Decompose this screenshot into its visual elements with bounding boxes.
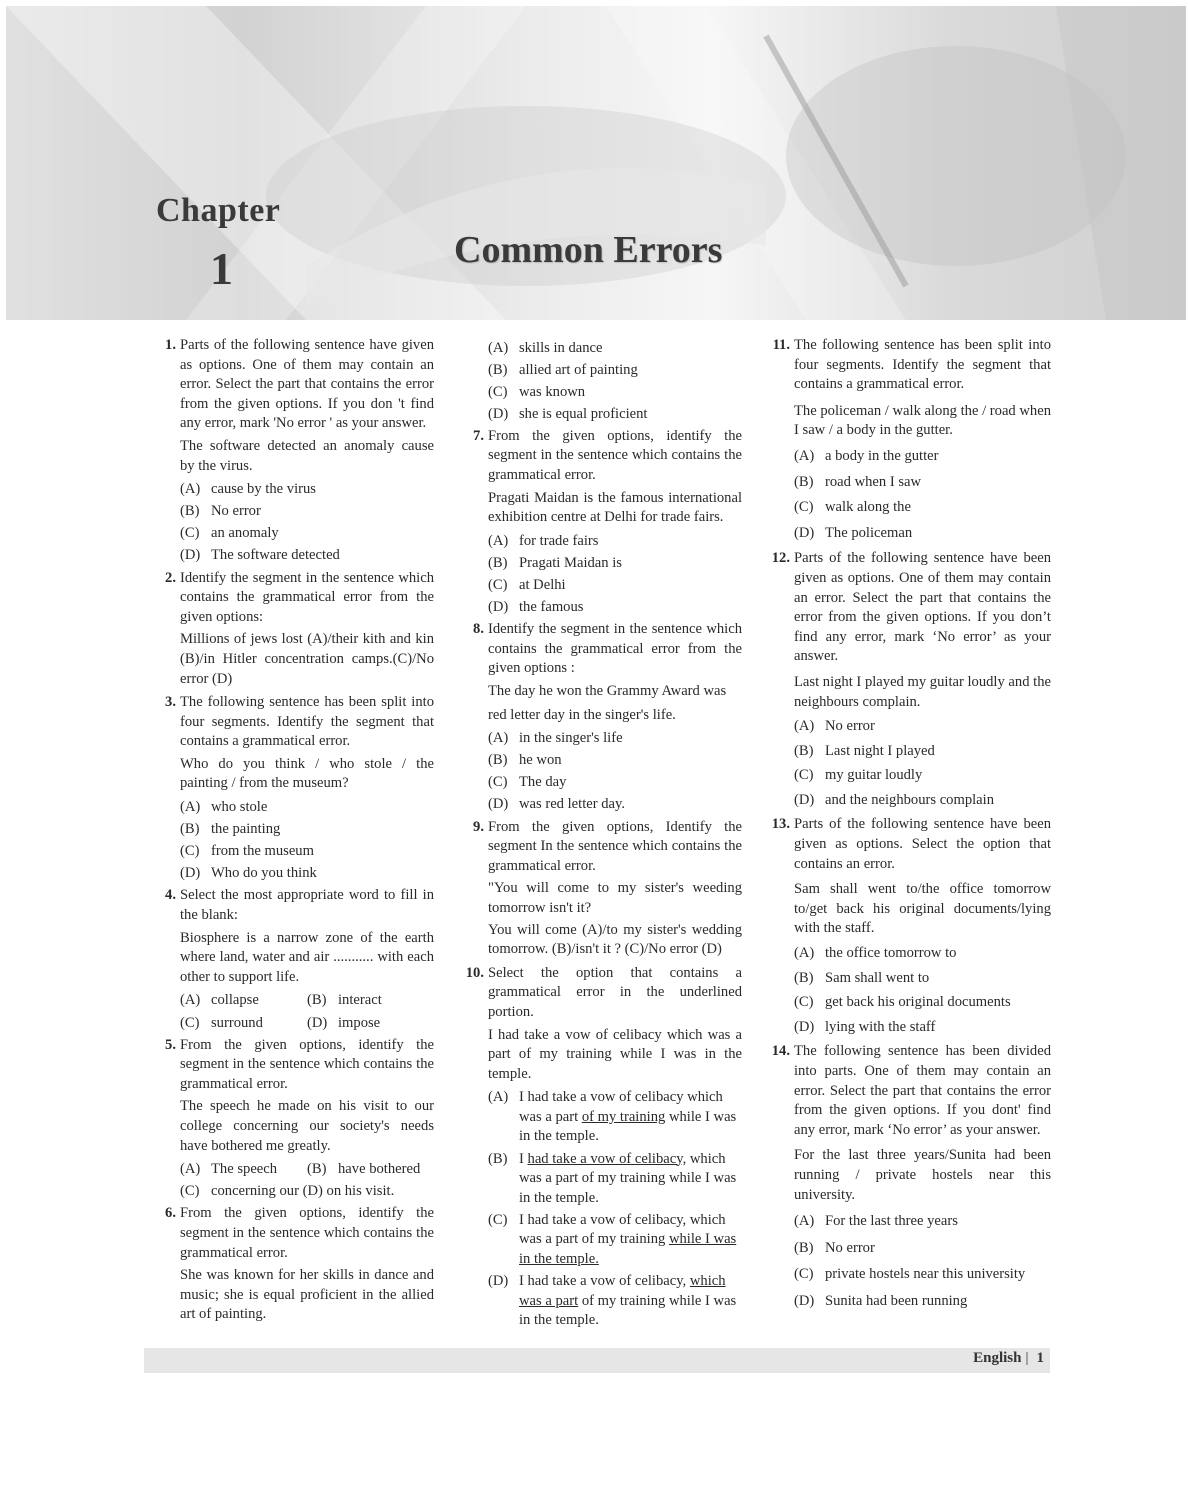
- option: [488, 554, 742, 574]
- option: [488, 1150, 742, 1209]
- option-text: my guitar loudly: [825, 767, 923, 784]
- option-label: (A): [794, 447, 815, 464]
- option-text: he won: [519, 752, 562, 769]
- question-sentence: The policeman / walk along the / road when I saw / a body in the gutter.: [794, 402, 1051, 439]
- option: [794, 1212, 1051, 1232]
- column-1: [156, 336, 434, 1329]
- option: [180, 864, 434, 884]
- option-row: [180, 1160, 434, 1180]
- option-text: No error: [825, 718, 875, 735]
- question-sentence: [488, 879, 742, 959]
- banner-background-illustration: [6, 6, 1186, 320]
- option: [307, 991, 434, 1011]
- option: [794, 1265, 1051, 1285]
- option-label: (B): [488, 554, 508, 571]
- option: [794, 766, 1051, 786]
- option-text: lying with the staff: [825, 1018, 936, 1035]
- option: [488, 361, 742, 381]
- question-instruction: Select the most appropriate word to fill in the blank:: [180, 887, 434, 924]
- question-8: [464, 620, 742, 815]
- question-instruction: The following sentence has been split into four segments. Identify the segment that contains a grammatical error.: [794, 337, 1051, 393]
- question-sentence: I had take a vow of celibacy which was a part of my training while I was in the temple.: [488, 1026, 742, 1082]
- footer-separator: |: [1025, 1350, 1029, 1366]
- option-label: (B): [488, 752, 508, 769]
- question-sentence: [488, 682, 742, 725]
- question-instruction: Identify the segment in the sentence which contains the grammatical error from the given options :: [488, 621, 742, 677]
- option: [794, 969, 1051, 989]
- option-label: (C): [180, 1014, 200, 1031]
- option-text: walk along the: [825, 499, 911, 516]
- option-text: road when I saw: [825, 473, 922, 490]
- option-text: The policeman: [825, 524, 913, 541]
- option-label: (A): [488, 339, 509, 356]
- option-underlined-text: which was a part: [519, 1273, 726, 1309]
- option: [488, 795, 742, 815]
- option-text: at Delhi: [519, 577, 566, 594]
- option: [794, 447, 1051, 467]
- question-number: 13.: [771, 816, 790, 833]
- question-number: 3.: [165, 694, 176, 711]
- question-number: 8.: [473, 621, 484, 638]
- option-text: in the singer's life: [519, 730, 623, 747]
- option-label: (B): [794, 473, 814, 490]
- option-label: (D): [488, 796, 509, 813]
- option-text-pre: I: [519, 1150, 528, 1167]
- question-number: 10.: [465, 964, 484, 981]
- question-sentence: Pragati Maidan is the famous international exhibition centre at Delhi for trade fairs.: [488, 489, 742, 526]
- option-text: Last night I played: [825, 742, 935, 759]
- option-label: (C): [794, 499, 814, 516]
- option-label: (B): [307, 1161, 327, 1178]
- question-5: [156, 1036, 434, 1202]
- question-1: [156, 336, 434, 566]
- option-label: (B): [180, 503, 200, 520]
- option: [180, 524, 434, 544]
- page-footer: [144, 1348, 1050, 1373]
- option-text: the office tomorrow to: [825, 945, 957, 962]
- question-6: [156, 1204, 434, 1325]
- chapter-label: Chapter: [156, 192, 281, 229]
- question-sentence: For the last three years/Sunita had been running / private hostels near this university.: [794, 1147, 1051, 1203]
- option-row: [180, 1014, 434, 1034]
- option: [488, 1088, 742, 1147]
- option-label: (D): [794, 524, 815, 541]
- option-row: [180, 991, 434, 1011]
- option-label: (D): [488, 599, 509, 616]
- option-text: the painting: [211, 821, 281, 838]
- option-text: No error: [825, 1239, 875, 1256]
- question-12: [770, 549, 1051, 810]
- question-instruction: From the given options, identify the segment in the sentence which contains the grammatical error.: [488, 427, 742, 484]
- option-text: skills in dance: [519, 339, 603, 356]
- option-text: collapse: [211, 992, 259, 1009]
- option-text: Pragati Maidan is: [519, 554, 622, 571]
- option-text: an anomaly: [211, 525, 279, 542]
- option-label: (B): [180, 821, 200, 838]
- option-label: (D): [794, 1292, 815, 1309]
- option-label: (C): [488, 383, 508, 400]
- option-text: on his visit.: [326, 1183, 395, 1200]
- option-text: The speech: [211, 1161, 278, 1178]
- option-underlined-text: while I was in the temple.: [519, 1231, 737, 1268]
- option-pair: [180, 1182, 434, 1202]
- sentence-line: "You will come to my sister's weeding tomorrow isn't it?: [488, 880, 742, 916]
- question-4: [156, 886, 434, 1033]
- option: [794, 524, 1051, 544]
- question-instruction: From the given options, identify the segment in the sentence which contains the grammatical error.: [180, 1036, 434, 1092]
- option: [488, 598, 742, 618]
- option-label: (C): [180, 1183, 200, 1200]
- sentence-line: You will come (A)/to my sister's wedding tomorrow. (B)/isn't it ? (C)/No error (D): [488, 921, 742, 958]
- option-label: (C): [794, 1266, 814, 1283]
- question-number: 6.: [165, 1205, 176, 1222]
- option-text: No error: [211, 503, 261, 520]
- option-text: from the museum: [211, 843, 314, 860]
- question-instruction: From the given options, identify the segment in the sentence which contains the grammatical error.: [180, 1205, 434, 1261]
- option-text: impose: [338, 1014, 381, 1031]
- option-label: (A): [180, 481, 201, 498]
- option-label: (B): [488, 361, 508, 378]
- option: [488, 1272, 742, 1331]
- chapter-banner: [6, 6, 1186, 320]
- option: [488, 405, 742, 425]
- option: [180, 480, 434, 500]
- question-9: [464, 818, 742, 960]
- option-label: (A): [794, 1213, 815, 1230]
- option-label: (A): [180, 799, 201, 816]
- option: [794, 1018, 1051, 1038]
- question-number: 7.: [473, 427, 484, 444]
- question-sentence: The speech he made on his visit to our college concerning our society's needs have bothered me greatly.: [180, 1098, 434, 1154]
- option: [488, 532, 742, 552]
- footer-subject: English: [973, 1350, 1022, 1366]
- option-label: (D): [302, 1183, 323, 1200]
- option-label: (D): [794, 1018, 815, 1035]
- option-label: (C): [794, 994, 814, 1011]
- chapter-title: Common Errors: [454, 229, 723, 271]
- option-text: Who do you think: [211, 865, 317, 882]
- option: [180, 991, 307, 1011]
- footer-text: [973, 1350, 1044, 1367]
- option: [307, 1160, 434, 1180]
- option-text: get back his original documents: [825, 994, 1011, 1011]
- option-text: who stole: [211, 799, 268, 816]
- option-text: For the last three years: [825, 1213, 958, 1230]
- question-13: [770, 815, 1051, 1037]
- option: [794, 1292, 1051, 1312]
- question-instruction: Parts of the following sentence have given as options. One of them may contain an error. Select the part that contains the error from the given options. If you don 't find any error, mark 'No error ' as your answer.: [180, 337, 434, 432]
- option-text: The software detected: [211, 547, 340, 564]
- question-number: 2.: [165, 569, 176, 586]
- option-label: (D): [180, 547, 201, 564]
- option-text: cause by the virus: [211, 481, 316, 498]
- question-2: [156, 569, 434, 690]
- option-label: (A): [180, 992, 201, 1009]
- option: [794, 717, 1051, 737]
- option: [488, 383, 742, 403]
- option: [794, 944, 1051, 964]
- option-text-post: of my training while I was in the temple.: [519, 1292, 737, 1329]
- option-label: (A): [794, 945, 815, 962]
- option-label: (A): [488, 1089, 509, 1106]
- option-text: and the neighbours complain: [825, 791, 995, 808]
- question-7: [464, 427, 742, 618]
- question-number: 1.: [165, 337, 176, 353]
- option-text: a body in the gutter: [825, 447, 939, 464]
- page-number: 1: [1036, 1350, 1044, 1366]
- option: [488, 1211, 742, 1270]
- option-text: for trade fairs: [519, 532, 599, 549]
- question-sentence: Millions of jews lost (A)/their kith and kin (B)/in Hitler concentration camps.(C)/No error (D): [180, 631, 434, 687]
- option-text: she is equal proficient: [519, 405, 648, 422]
- question-10: [464, 964, 742, 1331]
- question-sentence: Biosphere is a narrow zone of the earth where land, water and air ........... with each other to support life.: [180, 929, 434, 985]
- option-label: (D): [488, 1273, 509, 1290]
- option-label: (A): [488, 532, 509, 549]
- option: [794, 498, 1051, 518]
- question-number: 9.: [473, 818, 484, 835]
- question-number: 5.: [165, 1036, 176, 1053]
- option-text: the famous: [519, 599, 584, 616]
- option: [794, 993, 1051, 1013]
- question-instruction: Parts of the following sentence have been given as options. Select the option that contains an error.: [794, 816, 1051, 872]
- question-3: [156, 693, 434, 884]
- option-text: Sunita had been running: [825, 1292, 968, 1309]
- option: [488, 751, 742, 771]
- question-number: 11.: [772, 337, 790, 353]
- question-6-options: [464, 339, 742, 425]
- option-text: was red letter day.: [519, 796, 626, 813]
- option-label: (B): [794, 969, 814, 986]
- question-sentence: Sam shall went to/the office tomorrow to/get back his original documents/lying with the staff.: [794, 881, 1051, 937]
- option-text: interact: [338, 992, 382, 1009]
- question-instruction: From the given options, Identify the segment In the sentence which contains the grammatical error.: [488, 818, 742, 874]
- option: [794, 742, 1051, 762]
- option: [180, 1160, 307, 1180]
- question-instruction: Identify the segment in the sentence which contains the grammatical error from the given options:: [180, 569, 434, 625]
- option-label: (A): [180, 1161, 201, 1178]
- option-text-post: which was a part of my training while I was in the temple.: [519, 1150, 737, 1206]
- question-number: 12.: [771, 550, 790, 567]
- sentence-line: The day he won the Grammy Award was: [488, 683, 727, 699]
- option: [488, 729, 742, 749]
- option: [488, 773, 742, 793]
- question-instruction: Parts of the following sentence have been given as options. One of them may contain an error. Select the part that contains the error from the given options. If you don’t find any error, mark ‘No error’ as your answer.: [794, 550, 1051, 665]
- question-instruction: The following sentence has been divided into parts. One of them may contain an error. Select the part that contains the error from the given options. If you dont' find any error, mark ‘No error’ as your answer.: [794, 1043, 1051, 1138]
- option-label: (C): [180, 843, 200, 860]
- option-text: have bothered: [338, 1161, 421, 1178]
- column-3: [770, 336, 1051, 1319]
- question-sentence: Last night I played my guitar loudly and the neighbours complain.: [794, 673, 1051, 710]
- option-label: (C): [488, 1211, 508, 1228]
- option-text: Sam shall went to: [825, 969, 930, 986]
- option-label: (D): [307, 1014, 328, 1031]
- option-underlined-text: of my training: [581, 1108, 666, 1125]
- option-text: surround: [211, 1014, 263, 1031]
- option: [180, 502, 434, 522]
- question-instruction: Select the option that contains a grammatical error in the underlined portion.: [488, 964, 742, 1020]
- option-label: (B): [794, 742, 814, 759]
- option-text-pre: I had take a vow of celibacy which was a part: [519, 1089, 723, 1125]
- option-label: (C): [794, 767, 814, 784]
- option-label: (D): [794, 791, 815, 808]
- question-sentence: Who do you think / who stole / the painting / from the museum?: [180, 755, 434, 792]
- option: [180, 842, 434, 862]
- question-number: 4.: [165, 887, 176, 904]
- option-label: (A): [794, 718, 815, 735]
- column-2: [464, 336, 742, 1333]
- option-text: allied art of painting: [519, 361, 638, 378]
- option: [794, 473, 1051, 493]
- option: [307, 1014, 434, 1034]
- option-text-pre: I had take a vow of celibacy, which was a part of my training: [519, 1211, 726, 1248]
- option-underlined-text: had take a vow of celibacy,: [527, 1150, 687, 1167]
- question-sentence: She was known for her skills in dance and music; she is equal proficient in the allied art of painting.: [180, 1267, 434, 1323]
- option-label: (C): [488, 577, 508, 594]
- option-label: (D): [488, 405, 509, 422]
- question-14: [770, 1042, 1051, 1311]
- option: [180, 820, 434, 840]
- option-text: private hostels near this university: [825, 1266, 1026, 1283]
- option-text-pre: I had take a vow of celibacy,: [519, 1273, 690, 1290]
- option-text: The day: [519, 774, 567, 791]
- sentence-line: red letter day in the singer's life.: [488, 706, 676, 723]
- question-instruction: The following sentence has been split into four segments. Identify the segment that contains a grammatical error.: [180, 694, 434, 750]
- option: [180, 546, 434, 566]
- option-label: (C): [180, 525, 200, 542]
- question-number: 14.: [771, 1043, 790, 1060]
- option: [180, 1014, 307, 1034]
- option: [794, 791, 1051, 811]
- option: [488, 576, 742, 596]
- option: [180, 798, 434, 818]
- option-label: (A): [488, 730, 509, 747]
- option-text: concerning our: [211, 1183, 299, 1200]
- option-label: (D): [180, 865, 201, 882]
- option-text: was known: [519, 383, 586, 400]
- question-sentence: The software detected an anomaly cause by the virus.: [180, 437, 434, 474]
- option-label: (B): [488, 1150, 508, 1167]
- question-11: [770, 336, 1051, 543]
- chapter-number: 1: [210, 243, 233, 294]
- option-label: (B): [307, 992, 327, 1009]
- option-label: (B): [794, 1239, 814, 1256]
- option: [488, 339, 742, 359]
- option-label: (C): [488, 774, 508, 791]
- option: [794, 1239, 1051, 1259]
- option-text-post: while I was in the temple.: [519, 1108, 737, 1145]
